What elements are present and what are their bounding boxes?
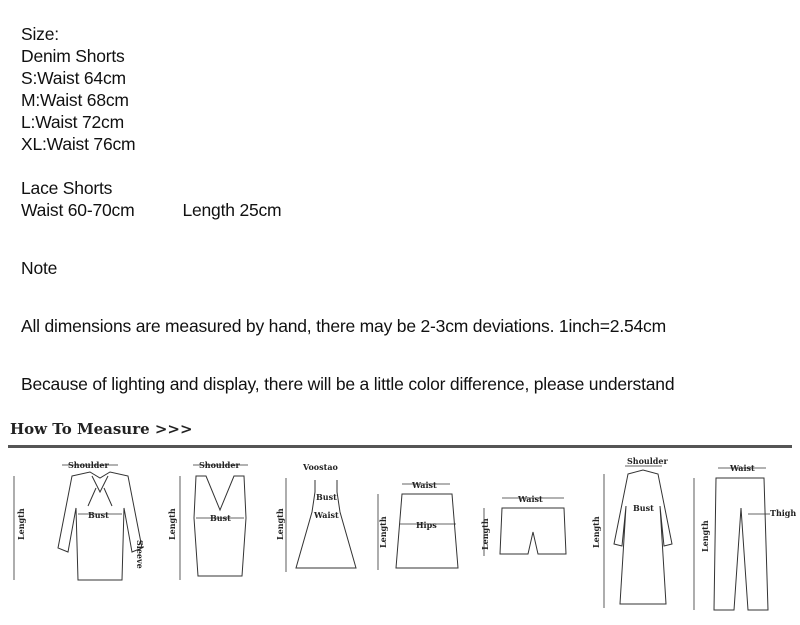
skirt-diagram — [378, 480, 458, 570]
length-label-skirt: Length — [378, 516, 388, 548]
length-label-dress: Length — [275, 508, 285, 540]
length-label-shorts: Length — [480, 518, 490, 550]
length-label-coat: Length — [591, 516, 601, 548]
voostao-label: Voostao — [303, 462, 338, 472]
dress-diagram — [275, 462, 356, 572]
lace-length: Length 25cm — [182, 200, 282, 220]
bust-label: Bust — [88, 510, 109, 520]
coat-diagram — [591, 456, 672, 608]
thigh-label: Thigh — [770, 508, 797, 518]
lace-shorts-title: Lace Shorts — [21, 178, 113, 198]
waist-label-shorts: Waist — [518, 494, 543, 504]
shorts-diagram — [480, 494, 566, 556]
waist-label-skirt: Waist — [412, 480, 437, 490]
bust-label-dress: Bust — [316, 492, 337, 502]
shoulder-label-coat: Shoulder — [627, 456, 668, 466]
waist-label-trousers: Waist — [730, 463, 755, 473]
size-line-l: L:Waist 72cm — [21, 112, 124, 132]
measure-diagrams — [0, 448, 800, 625]
lace-waist: Waist 60-70cm — [21, 200, 135, 220]
shoulder-label-tank: Shoulder — [199, 460, 240, 470]
note-heading: Note — [21, 258, 58, 278]
denim-shorts-title: Denim Shorts — [21, 46, 125, 66]
how-to-measure-title: How To Measure >>> — [10, 420, 193, 438]
size-line-xl: XL:Waist 76cm — [21, 134, 136, 154]
lace-section — [21, 177, 281, 221]
hips-label: Hips — [416, 520, 437, 530]
trousers-diagram — [694, 463, 796, 610]
size-section — [21, 23, 135, 155]
waist-label-dress: Waist — [314, 510, 339, 520]
size-heading: Size: — [21, 24, 59, 44]
shoulder-label: Shoulder — [68, 460, 109, 470]
dimensions-note: All dimensions are measured by hand, there may be 2-3cm deviations. 1inch=2.54cm — [21, 316, 666, 336]
length-label-blouse: Length — [16, 508, 26, 540]
size-line-m: M:Waist 68cm — [21, 90, 129, 110]
blouse-diagram — [14, 460, 145, 580]
sleeve-label: Sleeve — [135, 540, 145, 569]
length-label-tank: Length — [167, 508, 177, 540]
length-label-trousers: Length — [700, 520, 710, 552]
color-note: Because of lighting and display, there will be a little color difference, please understand — [21, 374, 675, 394]
size-line-s: S:Waist 64cm — [21, 68, 126, 88]
bust-label-tank: Bust — [210, 513, 231, 523]
bust-label-coat: Bust — [633, 503, 654, 513]
lace-measure-row — [21, 199, 281, 221]
tank-diagram — [167, 460, 248, 580]
